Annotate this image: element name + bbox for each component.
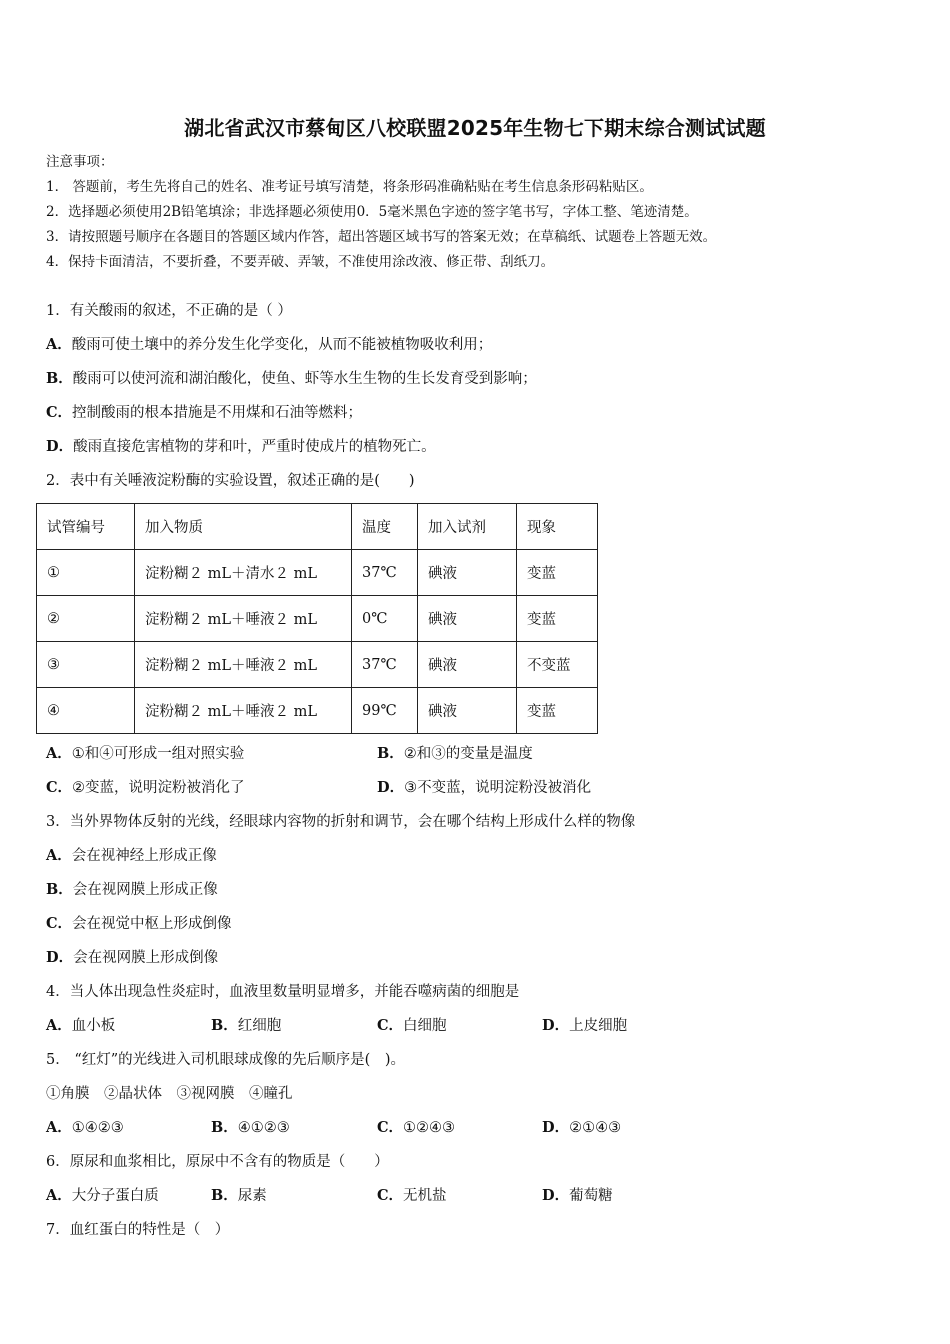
q4-option-c <box>377 1016 447 1036</box>
q3-option-c <box>46 914 232 934</box>
option-letter: B． <box>211 1017 238 1034</box>
option-letter: C． <box>46 404 73 421</box>
option-letter: B． <box>211 1187 238 1204</box>
table-header-cell: 加入物质 <box>135 504 352 550</box>
q6-option-b <box>211 1186 267 1206</box>
table-cell: ④ <box>37 688 135 734</box>
table-cell: 变蓝 <box>517 596 598 642</box>
option-text: 上皮细胞 <box>569 1018 628 1034</box>
option-text: ①②④③ <box>403 1120 456 1136</box>
q3-option-a <box>46 846 217 866</box>
table-cell: 变蓝 <box>517 550 598 596</box>
option-letter: C． <box>46 779 73 796</box>
option-letter: A． <box>46 1017 72 1034</box>
q1-option-d <box>46 437 436 457</box>
table-row <box>37 596 598 642</box>
q5-parts: ①角膜 ②晶状体 ③视网膜 ④瞳孔 <box>46 1086 293 1102</box>
option-text: 无机盐 <box>403 1188 447 1204</box>
option-letter: A． <box>46 745 72 762</box>
option-text: ②①④③ <box>569 1120 622 1136</box>
option-text: 大分子蛋白质 <box>71 1188 159 1204</box>
table-header-cell: 现象 <box>517 504 598 550</box>
q1-option-c <box>46 403 362 423</box>
page-title: 湖北省武汉市蔡甸区八校联盟2025年生物七下期末综合测试试题 <box>184 116 766 140</box>
option-letter: D． <box>542 1119 570 1136</box>
option-letter: A． <box>46 1119 72 1136</box>
option-letter: A． <box>46 1187 72 1204</box>
option-letter: C． <box>46 915 73 932</box>
q5-option-c <box>377 1118 455 1138</box>
option-text: 白细胞 <box>403 1018 447 1034</box>
notice-item-2: 2．选择题必须使用2B铅笔填涂；非选择题必须使用0．5毫米黑色字迹的签字笔书写，字体工整、笔迹清楚。 <box>46 204 698 220</box>
table-cell: ② <box>37 596 135 642</box>
table-cell: 99℃ <box>352 688 418 734</box>
q6-option-d <box>542 1186 613 1206</box>
option-letter: C． <box>377 1187 404 1204</box>
notice-item-1: 1． 答题前，考生先将自己的姓名、准考证号填写清楚，将条形码准确粘贴在考生信息条形码粘贴区。 <box>46 179 653 195</box>
table-row <box>37 688 598 734</box>
option-text: 尿素 <box>237 1188 267 1204</box>
q1-stem: 1．有关酸雨的叙述，不正确的是（ ） <box>46 303 292 319</box>
q2-option-b <box>377 744 533 764</box>
table-header-cell: 加入试剂 <box>418 504 517 550</box>
experiment-table <box>36 503 598 734</box>
q1-option-a <box>46 335 492 355</box>
option-letter: D． <box>542 1187 570 1204</box>
q5-option-a <box>46 1118 124 1138</box>
notice-item-4: 4．保持卡面清洁，不要折叠，不要弄破、弄皱，不准使用涂改液、修正带、刮纸刀。 <box>46 254 555 270</box>
notice-item-3: 3．请按照题号顺序在各题目的答题区域内作答，超出答题区域书写的答案无效；在草稿纸、试题卷上答题无效。 <box>46 229 717 245</box>
option-letter: A． <box>46 336 72 353</box>
table-cell: ① <box>37 550 135 596</box>
table-row <box>37 550 598 596</box>
table-cell: 碘液 <box>418 596 517 642</box>
q1-option-b <box>46 369 537 389</box>
option-text: 会在视神经上形成正像 <box>71 848 217 864</box>
option-text: 血小板 <box>71 1018 116 1034</box>
q2-option-a <box>46 744 244 764</box>
q7-stem: 7．血红蛋白的特性是（ ） <box>46 1222 230 1238</box>
q4-option-d <box>542 1016 627 1036</box>
table-cell: 淀粉糊２ mL＋唾液２ mL <box>135 688 352 734</box>
q3-option-b <box>46 880 218 900</box>
option-text: 会在视网膜上形成倒像 <box>73 950 219 966</box>
option-text: 会在视网膜上形成正像 <box>72 882 218 898</box>
option-letter: B． <box>211 1119 238 1136</box>
q5-stem: 5． “红灯”的光线进入司机眼球成像的先后顺序是( )。 <box>46 1052 405 1068</box>
table-header-cell: 温度 <box>352 504 418 550</box>
option-text: ②和③的变量是温度 <box>403 746 533 762</box>
q3-stem: 3．当外界物体反射的光线，经眼球内容物的折射和调节，会在哪个结构上形成什么样的物像 <box>46 814 636 830</box>
option-letter: C． <box>377 1017 404 1034</box>
q4-stem: 4．当人体出现急性炎症时，血液里数量明显增多，并能吞噬病菌的细胞是 <box>46 984 520 1000</box>
option-letter: A． <box>46 847 72 864</box>
notice-heading: 注意事项： <box>46 154 114 170</box>
table-cell: 淀粉糊２ mL＋唾液２ mL <box>135 642 352 688</box>
option-letter: D． <box>377 779 405 796</box>
option-text: 红细胞 <box>237 1018 282 1034</box>
option-text: 控制酸雨的根本措施是不用煤和石油等燃料； <box>72 405 363 421</box>
table-cell: 不变蓝 <box>517 642 598 688</box>
option-letter: B． <box>46 370 73 387</box>
q2-option-d <box>377 778 591 798</box>
q4-option-a <box>46 1016 115 1036</box>
option-letter: D． <box>542 1017 570 1034</box>
option-text: ②变蓝，说明淀粉被消化了 <box>72 780 245 796</box>
table-cell: ③ <box>37 642 135 688</box>
q4-option-b <box>211 1016 281 1036</box>
table-header-cell: 试管编号 <box>37 504 135 550</box>
q6-stem: 6．原尿和血浆相比，原尿中不含有的物质是（ ） <box>46 1154 389 1170</box>
table-cell: 碘液 <box>418 550 517 596</box>
option-text: 会在视觉中枢上形成倒像 <box>72 916 232 932</box>
option-text: ①④②③ <box>71 1120 124 1136</box>
option-text: ④①②③ <box>237 1120 290 1136</box>
q5-option-d <box>542 1118 621 1138</box>
table-cell: 0℃ <box>352 596 418 642</box>
option-letter: B． <box>46 881 73 898</box>
table-cell: 37℃ <box>352 642 418 688</box>
q6-option-c <box>377 1186 447 1206</box>
option-letter: B． <box>377 745 404 762</box>
table-row <box>37 642 598 688</box>
table-header-row <box>37 504 598 550</box>
q2-option-c <box>46 778 245 798</box>
table-cell: 淀粉糊２ mL＋唾液２ mL <box>135 596 352 642</box>
option-text: 酸雨可使土壤中的养分发生化学变化，从而不能被植物吸收利用； <box>71 337 493 353</box>
option-letter: D． <box>46 438 74 455</box>
option-letter: C． <box>377 1119 404 1136</box>
q3-option-d <box>46 948 218 968</box>
q6-option-a <box>46 1186 159 1206</box>
option-text: 酸雨直接危害植物的芽和叶，严重时使成片的植物死亡。 <box>73 439 436 455</box>
table-cell: 淀粉糊２ mL＋清水２ mL <box>135 550 352 596</box>
option-letter: D． <box>46 949 74 966</box>
q2-stem: 2．表中有关唾液淀粉酶的实验设置，叙述正确的是( ) <box>46 473 415 489</box>
option-text: 葡萄糖 <box>569 1188 613 1204</box>
option-text: ③不变蓝，说明淀粉没被消化 <box>404 780 592 796</box>
table-cell: 碘液 <box>418 642 517 688</box>
table-cell: 变蓝 <box>517 688 598 734</box>
table-cell: 碘液 <box>418 688 517 734</box>
table-cell: 37℃ <box>352 550 418 596</box>
option-text: 酸雨可以使河流和湖泊酸化，使鱼、虾等水生生物的生长发育受到影响； <box>72 371 537 387</box>
q5-option-b <box>211 1118 290 1138</box>
option-text: ①和④可形成一组对照实验 <box>71 746 245 762</box>
